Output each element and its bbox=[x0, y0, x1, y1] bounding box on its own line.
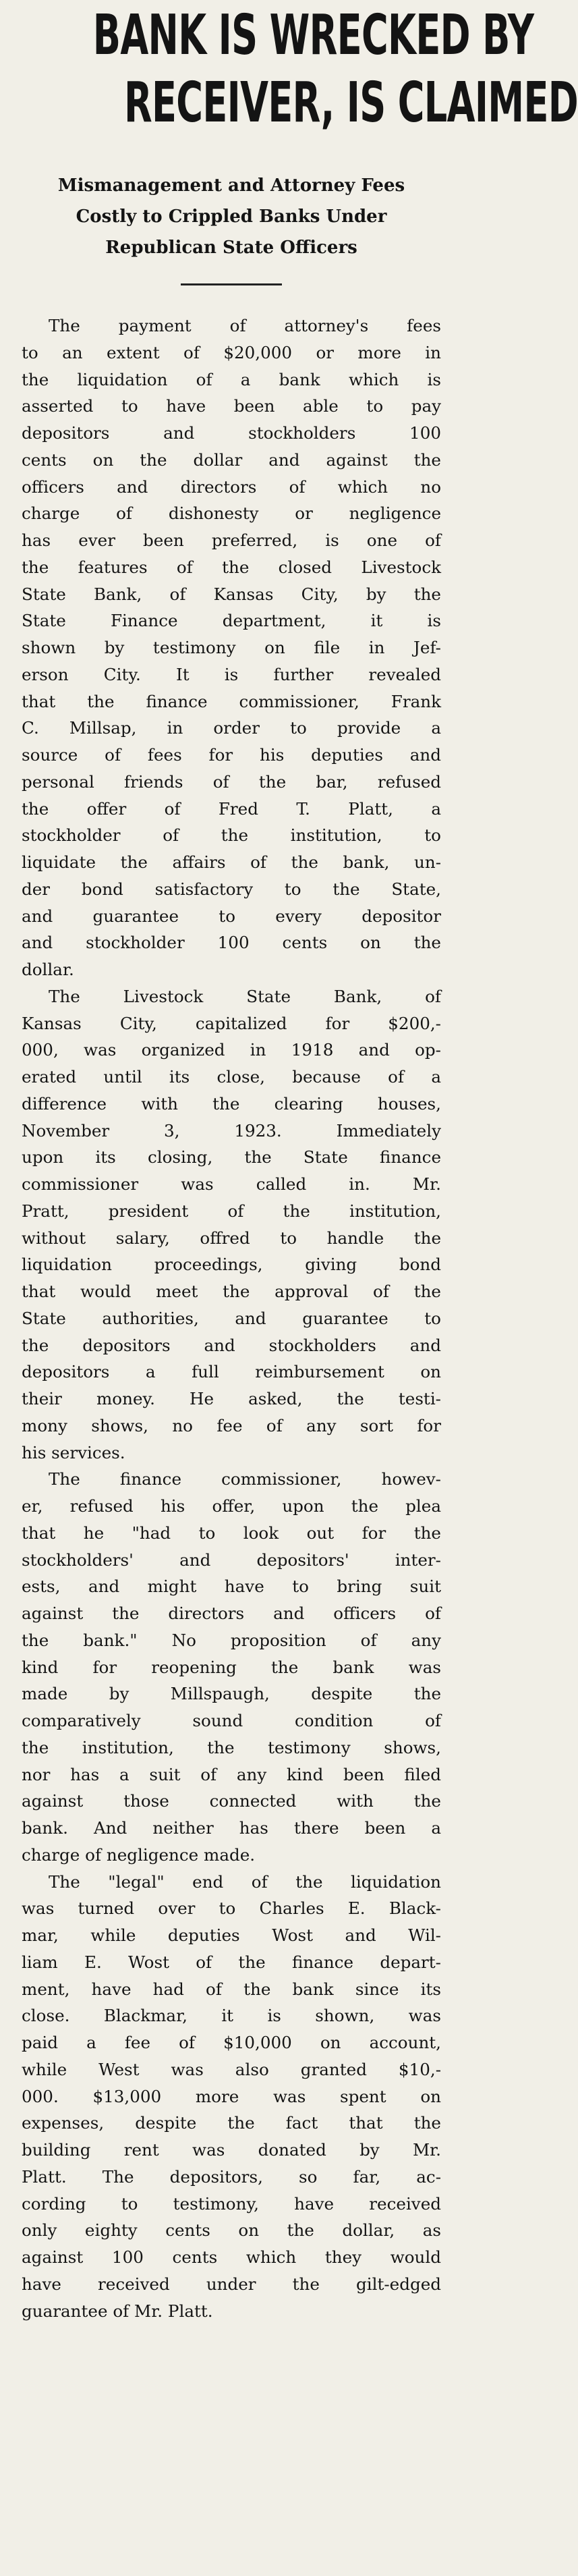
article-line: have received under the gilt-edged bbox=[22, 2274, 441, 2294]
subheadline-line-3: Republican State Officers bbox=[105, 238, 357, 258]
article-line: cording to testimony, have received bbox=[22, 2193, 441, 2214]
article-line: nor has a suit of any kind been filed bbox=[22, 1764, 441, 1784]
article-line: building rent was donated by Mr. bbox=[22, 2140, 441, 2160]
article-line: without salary, offred to handle the bbox=[22, 1228, 441, 1248]
article-line: er, refused his offer, upon the plea bbox=[22, 1496, 441, 1516]
article-line: erated until its close, because of a bbox=[22, 1067, 441, 1087]
article-body bbox=[22, 312, 441, 2324]
article-line: against 100 cents which they would bbox=[22, 2247, 441, 2267]
article-line: and stockholder 100 cents on the bbox=[22, 933, 441, 953]
article-line: against the directors and officers of bbox=[22, 1604, 441, 1623]
article-line: The "legal" end of the liquidation bbox=[49, 1871, 441, 1892]
article-line: 000, was organized in 1918 and op- bbox=[22, 1040, 441, 1060]
article-line: liquidation proceedings, giving bond bbox=[22, 1255, 441, 1275]
article-line: State Bank, of Kansas City, by the bbox=[22, 584, 441, 604]
article-line: liam E. Wost of the finance depart- bbox=[22, 1952, 441, 1972]
article-line: that the finance commissioner, Frank bbox=[22, 691, 441, 711]
article-line: the institution, the testimony shows, bbox=[22, 1737, 441, 1757]
article-line: stockholder of the institution, to bbox=[22, 825, 441, 846]
article-line: guarantee of Mr. Platt. bbox=[22, 2301, 213, 2321]
article-line: erson City. It is further revealed bbox=[22, 664, 441, 684]
article-line: the depositors and stockholders and bbox=[22, 1335, 441, 1355]
article-line: the liquidation of a bank which is bbox=[22, 369, 441, 389]
article-line: liquidate the affairs of the bank, un- bbox=[22, 852, 441, 872]
article-line: asserted to have been able to pay bbox=[22, 396, 441, 416]
article-line: November 3, 1923. Immediately bbox=[22, 1120, 441, 1141]
article-line: stockholders' and depositors' inter- bbox=[22, 1550, 441, 1570]
article-line: was turned over to Charles E. Black- bbox=[22, 1898, 441, 1919]
article-line: that would meet the approval of the bbox=[22, 1282, 441, 1301]
article-line: The Livestock State Bank, of bbox=[49, 986, 441, 1006]
headline-line-1: BANK IS WRECKED BY bbox=[92, 3, 534, 67]
subheadline bbox=[22, 170, 441, 263]
article-line: commissioner was called in. Mr. bbox=[22, 1174, 441, 1194]
article-line: expenses, despite the fact that the bbox=[22, 2113, 441, 2133]
article-line: Platt. The depositors, so far, ac- bbox=[22, 2166, 441, 2187]
article-line: mony shows, no fee of any sort for bbox=[22, 1415, 441, 1435]
article-line: the bank." No proposition of any bbox=[22, 1630, 441, 1650]
article-line: depositors and stockholders 100 bbox=[22, 423, 441, 443]
article-line: upon its closing, the State finance bbox=[22, 1147, 441, 1168]
article-line: and guarantee to every depositor bbox=[22, 906, 441, 926]
article-line: State Finance department, it is bbox=[22, 611, 441, 631]
article-line: comparatively sound condition of bbox=[22, 1711, 441, 1730]
article-line: the offer of Fred T. Platt, a bbox=[22, 798, 441, 819]
article-line: dollar. bbox=[22, 960, 74, 979]
article-line: charge of negligence made. bbox=[22, 1844, 256, 1865]
article-line: der bond satisfactory to the State, bbox=[22, 879, 441, 899]
subheadline-line-1: Mismanagement and Attorney Fees bbox=[57, 175, 405, 196]
article-line: The finance commissioner, howev- bbox=[49, 1469, 441, 1489]
article-line: Pratt, president of the institution, bbox=[22, 1201, 441, 1221]
article-line: officers and directors of which no bbox=[22, 476, 441, 497]
article-line: Kansas City, capitalized for $200,- bbox=[22, 1013, 441, 1033]
article-line: shown by testimony on file in Jef- bbox=[22, 638, 441, 657]
article-line: his services. bbox=[22, 1442, 125, 1462]
article-line: personal friends of the bar, refused bbox=[22, 771, 441, 792]
article-line: has ever been preferred, is one of bbox=[22, 530, 441, 550]
article-line: cents on the dollar and against the bbox=[22, 449, 441, 470]
article-line: The payment of attorney's fees bbox=[49, 316, 441, 335]
article-line: bank. And neither has there been a bbox=[22, 1818, 441, 1838]
article-line: 000. $13,000 more was spent on bbox=[22, 2086, 441, 2106]
subheadline-line-2: Costly to Crippled Banks Under bbox=[76, 207, 387, 227]
article-line: close. Blackmar, it is shown, was bbox=[22, 2006, 441, 2026]
article-line: depositors a full reimbursement on bbox=[22, 1362, 441, 1382]
article-line: ment, have had of the bank since its bbox=[22, 1979, 441, 1999]
article-line: source of fees for his deputies and bbox=[22, 745, 441, 765]
article-line: that he "had to look out for the bbox=[22, 1523, 441, 1543]
article-line: paid a fee of $10,000 on account, bbox=[22, 2033, 441, 2052]
article-line: made by Millspaugh, despite the bbox=[22, 1684, 441, 1704]
article-line: State authorities, and guarantee to bbox=[22, 1308, 441, 1328]
article-line: C. Millsap, in order to provide a bbox=[22, 718, 441, 738]
article-line: against those connected with the bbox=[22, 1791, 441, 1811]
article-line: difference with the clearing houses, bbox=[22, 1093, 441, 1114]
article-line: to an extent of $20,000 or more in bbox=[22, 342, 441, 362]
article-line: mar, while deputies Wost and Wil- bbox=[22, 1925, 441, 1945]
article-line: only eighty cents on the dollar, as bbox=[22, 2220, 441, 2241]
headline-line-2: RECEIVER, IS CLAIMED bbox=[123, 71, 578, 135]
article-line: kind for reopening the bank was bbox=[22, 1657, 441, 1677]
article-line: charge of dishonesty or negligence bbox=[22, 503, 441, 524]
article-line: ests, and might have to bring suit bbox=[22, 1577, 441, 1597]
divider-rule bbox=[181, 283, 282, 285]
article-line: the features of the closed Livestock bbox=[22, 557, 441, 577]
article-line: their money. He asked, the testi- bbox=[22, 1389, 441, 1408]
article-line: while West was also granted $10,- bbox=[22, 2059, 441, 2079]
